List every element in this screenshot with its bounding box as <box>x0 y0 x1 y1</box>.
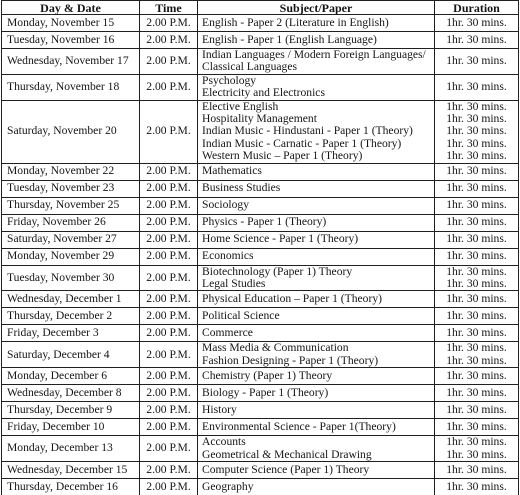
cell-time: 2.00 P.M. <box>140 462 198 479</box>
duration-line: 1hr. 30 mins. <box>446 462 507 476</box>
cell-duration <box>435 325 519 342</box>
cell-duration <box>435 100 519 163</box>
subject-line: Economics <box>202 249 254 263</box>
subject-line: Elective English <box>202 100 279 113</box>
cell-subject-paper <box>198 325 435 342</box>
cell-time: 2.00 P.M. <box>140 214 198 231</box>
table-row <box>2 231 519 248</box>
subject-line: Business Studies <box>202 181 281 195</box>
table-row <box>2 49 519 75</box>
cell-time: 2.00 P.M. <box>140 163 198 180</box>
cell-subject-paper <box>198 291 435 308</box>
cell-time: 2.00 P.M. <box>140 180 198 197</box>
cell-time: 2.00 P.M. <box>140 308 198 325</box>
exam-schedule-table <box>1 0 519 495</box>
subject-line: Chemistry (Paper 1) Theory <box>202 369 333 383</box>
table-row <box>2 15 519 32</box>
subject-line: Classical Languages <box>202 60 297 74</box>
subject-line: Biotechnology (Paper 1) Theory <box>202 265 353 278</box>
subject-line: Physics - Paper 1 (Theory) <box>202 215 327 229</box>
subject-line: Commerce <box>202 326 253 340</box>
header-day-date: Day & Date <box>2 1 140 15</box>
table-row <box>2 419 519 436</box>
duration-line: 1hr. 30 mins. <box>446 369 507 383</box>
cell-duration <box>435 402 519 419</box>
cell-duration <box>435 342 519 368</box>
duration-line: 1hr. 30 mins. <box>446 215 507 229</box>
cell-day-date: Wednesday, November 17 <box>2 49 140 75</box>
cell-duration <box>435 197 519 214</box>
subject-line: Accounts <box>202 435 246 449</box>
duration-line: 1hr. 30 mins. <box>446 326 507 340</box>
cell-subject-paper <box>198 419 435 436</box>
cell-duration <box>435 291 519 308</box>
duration-line: 1hr. 30 mins. <box>446 100 507 113</box>
cell-time: 2.00 P.M. <box>140 368 198 385</box>
table-row <box>2 74 519 100</box>
table-row <box>2 402 519 419</box>
cell-day-date: Friday, November 26 <box>2 214 140 231</box>
subject-line: Environmental Science - Paper 1(Theory) <box>202 420 396 434</box>
cell-subject-paper <box>198 100 435 163</box>
cell-subject-paper <box>198 265 435 291</box>
cell-duration <box>435 248 519 265</box>
subject-line: Political Science <box>202 309 280 323</box>
duration-line: 1hr. 30 mins. <box>446 292 507 306</box>
table-row <box>2 462 519 479</box>
cell-subject-paper <box>198 462 435 479</box>
cell-day-date: Friday, December 10 <box>2 419 140 436</box>
table-row <box>2 479 519 495</box>
cell-subject-paper <box>198 436 435 462</box>
cell-time: 2.00 P.M. <box>140 248 198 265</box>
duration-line: 1hr. 30 mins. <box>446 54 507 68</box>
duration-line: 1hr. 30 mins. <box>446 447 507 461</box>
table-row <box>2 265 519 291</box>
cell-time: 2.00 P.M. <box>140 32 198 49</box>
cell-duration <box>435 436 519 462</box>
duration-line: 1hr. 30 mins. <box>446 124 507 138</box>
subject-line: Indian Music - Hindustani - Paper 1 (Theory) <box>202 124 413 138</box>
cell-day-date: Saturday, November 27 <box>2 231 140 248</box>
cell-subject-paper <box>198 402 435 419</box>
cell-time: 2.00 P.M. <box>140 100 198 163</box>
cell-subject-paper <box>198 197 435 214</box>
table-row <box>2 308 519 325</box>
cell-time: 2.00 P.M. <box>140 49 198 75</box>
duration-line: 1hr. 30 mins. <box>446 112 507 126</box>
cell-subject-paper <box>198 180 435 197</box>
cell-day-date: Thursday, December 9 <box>2 402 140 419</box>
cell-subject-paper <box>198 15 435 32</box>
cell-duration <box>435 419 519 436</box>
cell-duration <box>435 308 519 325</box>
cell-time: 2.00 P.M. <box>140 342 198 368</box>
header-subject-paper: Subject/Paper <box>198 1 435 15</box>
cell-day-date: Monday, December 6 <box>2 368 140 385</box>
header-row <box>2 1 519 15</box>
cell-day-date: Monday, December 13 <box>2 436 140 462</box>
table-row <box>2 100 519 163</box>
duration-line: 1hr. 30 mins. <box>446 136 507 150</box>
cell-subject-paper <box>198 248 435 265</box>
table-row <box>2 214 519 231</box>
subject-line: Psychology <box>202 74 257 87</box>
table-body <box>2 15 519 495</box>
table-row <box>2 291 519 308</box>
cell-duration <box>435 180 519 197</box>
cell-subject-paper <box>198 74 435 100</box>
cell-subject-paper <box>198 308 435 325</box>
cell-duration <box>435 74 519 100</box>
cell-duration <box>435 49 519 75</box>
cell-subject-paper <box>198 385 435 402</box>
cell-subject-paper <box>198 32 435 49</box>
cell-duration <box>435 479 519 495</box>
cell-day-date: Thursday, November 18 <box>2 74 140 100</box>
duration-line: 1hr. 30 mins. <box>446 277 507 291</box>
subject-line: Electricity and Electronics <box>202 86 325 100</box>
table-row <box>2 368 519 385</box>
cell-subject-paper <box>198 214 435 231</box>
cell-time: 2.00 P.M. <box>140 74 198 100</box>
table-row <box>2 180 519 197</box>
cell-day-date: Wednesday, December 1 <box>2 291 140 308</box>
cell-subject-paper <box>198 368 435 385</box>
duration-line: 1hr. 30 mins. <box>446 149 507 163</box>
cell-duration <box>435 214 519 231</box>
cell-time: 2.00 P.M. <box>140 325 198 342</box>
cell-day-date: Tuesday, November 30 <box>2 265 140 291</box>
duration-line: 1hr. 30 mins. <box>446 249 507 263</box>
duration-line: 1hr. 30 mins. <box>446 479 507 493</box>
subject-line: Physical Education – Paper 1 (Theory) <box>202 292 382 306</box>
cell-subject-paper <box>198 342 435 368</box>
duration-line: 1hr. 30 mins. <box>446 403 507 417</box>
cell-duration <box>435 368 519 385</box>
cell-day-date: Friday, December 3 <box>2 325 140 342</box>
cell-time: 2.00 P.M. <box>140 436 198 462</box>
cell-day-date: Thursday, December 16 <box>2 479 140 495</box>
cell-day-date: Monday, November 22 <box>2 163 140 180</box>
table-header <box>2 1 519 15</box>
table-row <box>2 342 519 368</box>
subject-line: History <box>202 403 237 417</box>
duration-line: 1hr. 30 mins. <box>446 15 507 29</box>
subject-line: Mass Media & Communication <box>202 341 349 355</box>
subject-line: Geometrical & Mechanical Drawing <box>202 447 372 461</box>
cell-subject-paper <box>198 231 435 248</box>
cell-day-date: Monday, November 29 <box>2 248 140 265</box>
duration-line: 1hr. 30 mins. <box>446 32 507 46</box>
cell-time: 2.00 P.M. <box>140 291 198 308</box>
cell-subject-paper <box>198 163 435 180</box>
subject-line: English - Paper 1 (English Language) <box>202 32 377 46</box>
table-row <box>2 436 519 462</box>
cell-day-date: Tuesday, November 16 <box>2 32 140 49</box>
cell-day-date: Saturday, December 4 <box>2 342 140 368</box>
cell-duration <box>435 15 519 32</box>
cell-day-date: Saturday, November 20 <box>2 100 140 163</box>
table-row <box>2 385 519 402</box>
cell-time: 2.00 P.M. <box>140 15 198 32</box>
duration-line: 1hr. 30 mins. <box>446 80 507 94</box>
duration-line: 1hr. 30 mins. <box>446 309 507 323</box>
cell-day-date: Wednesday, December 15 <box>2 462 140 479</box>
table-row <box>2 32 519 49</box>
subject-line: Western Music – Paper 1 (Theory) <box>202 149 363 163</box>
cell-subject-paper <box>198 479 435 495</box>
subject-line: Fashion Designing - Paper 1 (Theory) <box>202 353 379 367</box>
duration-line: 1hr. 30 mins. <box>446 198 507 212</box>
duration-line: 1hr. 30 mins. <box>446 435 507 449</box>
subject-line: Mathematics <box>202 164 262 178</box>
cell-time: 2.00 P.M. <box>140 419 198 436</box>
duration-line: 1hr. 30 mins. <box>446 420 507 434</box>
cell-time: 2.00 P.M. <box>140 385 198 402</box>
duration-line: 1hr. 30 mins. <box>446 232 507 246</box>
cell-subject-paper <box>198 49 435 75</box>
duration-line: 1hr. 30 mins. <box>446 386 507 400</box>
subject-line: Geography <box>202 479 254 493</box>
subject-line: Home Science - Paper 1 (Theory) <box>202 232 359 246</box>
header-duration: Duration <box>435 1 519 15</box>
duration-line: 1hr. 30 mins. <box>446 181 507 195</box>
subject-line: Hospitality Management <box>202 112 317 126</box>
cell-duration <box>435 462 519 479</box>
table-row <box>2 197 519 214</box>
header-time: Time <box>140 1 198 15</box>
table-row <box>2 248 519 265</box>
subject-line: Indian Music - Carnatic - Paper 1 (Theory) <box>202 136 402 150</box>
cell-time: 2.00 P.M. <box>140 197 198 214</box>
cell-time: 2.00 P.M. <box>140 231 198 248</box>
subject-line: Biology - Paper 1 (Theory) <box>202 386 329 400</box>
cell-duration <box>435 32 519 49</box>
subject-line: Sociology <box>202 198 250 212</box>
cell-day-date: Thursday, December 2 <box>2 308 140 325</box>
cell-day-date: Wednesday, December 8 <box>2 385 140 402</box>
duration-line: 1hr. 30 mins. <box>446 353 507 367</box>
cell-duration <box>435 163 519 180</box>
cell-day-date: Tuesday, November 23 <box>2 180 140 197</box>
cell-day-date: Thursday, November 25 <box>2 197 140 214</box>
table-row <box>2 325 519 342</box>
cell-duration <box>435 265 519 291</box>
cell-time: 2.00 P.M. <box>140 265 198 291</box>
duration-line: 1hr. 30 mins. <box>446 265 507 278</box>
cell-time: 2.00 P.M. <box>140 402 198 419</box>
duration-line: 1hr. 30 mins. <box>446 341 507 355</box>
cell-duration <box>435 385 519 402</box>
cell-duration <box>435 231 519 248</box>
cell-time: 2.00 P.M. <box>140 479 198 495</box>
duration-line: 1hr. 30 mins. <box>446 164 507 178</box>
subject-line: English - Paper 2 (Literature in English) <box>202 15 389 29</box>
subject-line: Legal Studies <box>202 277 266 291</box>
subject-line: Computer Science (Paper 1) Theory <box>202 462 370 476</box>
cell-day-date: Monday, November 15 <box>2 15 140 32</box>
subject-line: Indian Languages / Modern Foreign Languages/ <box>202 48 426 61</box>
table-row <box>2 163 519 180</box>
